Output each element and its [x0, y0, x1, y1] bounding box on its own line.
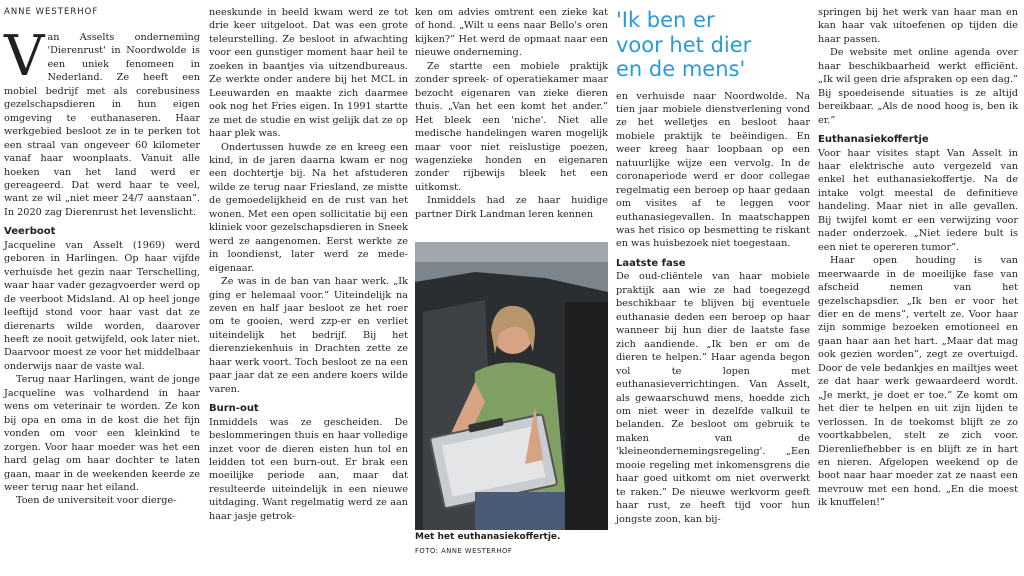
subheading-veerboot: Veerboot: [4, 226, 56, 238]
pull-quote: 'Ik ben er voor het dier en de mens': [616, 8, 752, 81]
photo-vet-with-case: [415, 242, 608, 530]
photo-credit: FOTO: ANNE WESTERHOF: [415, 547, 513, 555]
column-1: [4, 6, 200, 508]
paragraph: Inmiddels was ze gescheiden. De beslommeringen thuis en haar volledige inzet voor de dieren eisten hun tol en leidden tot een burn-out. Er brak een moeilijke periode aan, maar dat resulteerde uiteindelijk in een nieuwe uitdaging. Want regelmatig werd ze aan haar jasje getrok-: [209, 416, 408, 522]
paragraph: neeskunde in beeld kwam werd ze tot drie keer uitgeloot. Dat was een grote teleurstelling. Ze besloot in afwachting voor een gunstiger moment haar heil te zoeken in baantjes via uitzendbureaus. Ze werkte onder andere bij het MCL in Leeuwarden en maakte zich daarmee ook nog het Fries eigen. In 1991 startte ze met de studie en wist gelijk dat ze op haar plek was.: [209, 7, 408, 140]
paragraph: Ze was in de ban van haar werk. „Ik ging er helemaal voor.” Uiteindelijk na zeven en half jaar besloot ze het roer om te gooien, werd zzp-er en verliet uiteindelijk het bedrijf. Bij het dierenziekenhuis in Drachten zette ze haar werk voort. Toch besloot ze na een paar jaar dat ze een andere koers wilde varen.: [209, 276, 408, 395]
paragraph: ken om advies omtrent een zieke kat of hond. „Wilt u eens naar Bello's oren kijken?” Het werd de opmaat naar een nieuwe onderneming.: [415, 7, 608, 59]
drop-cap: V: [4, 24, 45, 89]
paragraph: Terug naar Harlingen, want de jonge Jacqueline was volhardend in haar wens om veterinair te worden. Ze kon bij opa en oma in de kost die het fijn vonden om voor een kleinkind te zorgen. Voor haar moeder was het een hard gelag om haar dochter te laten gaan, maar in de weekenden keerde ze weer terug naar het eiland.: [4, 374, 200, 493]
paragraph: Ondertussen huwde ze en kreeg een kind, in de jaren daarna kwam er nog een dochtertje bij. Na het afstuderen wilde ze terug naar Friesland, ze mistte de gemoedelijkheid en de rust van het wonen. Met een open sollicitatie bij een kliniek voor gezelschapsdieren in Sneek werd ze aangenomen. Eerst werkte ze in loondienst, later werd ze mede-eigenaar.: [209, 141, 408, 274]
subheading-laatste-fase: Laatste fase: [616, 257, 686, 269]
paragraph: en verhuisde naar Noordwolde. Na tien jaar mobiele dienstverlening vond ze het welletjes en besloot haar mobiele praktijk te beëindigen. En weer kreeg haar loopbaan op een natuurlijke wijze een vervolg. In de coronaperiode werd er door collegae regelmatig een beroep op haar gedaan om visites af te leggen voor euthanasiegevallen. In maatschappen was het risico op besmetting te riskant en was huisbezoek niet toegestaan.: [616, 90, 810, 250]
paragraph: Ze startte een mobiele praktijk zonder spreek- of operatiekamer maar bezocht eigenaren van zieke dieren thuis. „Van het een komt het ander.” Het bleek een 'niche'. Niet alle medische handelingen waren mogelijk maar voor niet reislustige poezen, wagenzieke honden en eigenaren zonder rijbewijs bleek het een uitkomst.: [415, 60, 608, 193]
paragraph: Inmiddels had ze haar huidige partner Dirk Landman leren kennen: [415, 195, 608, 220]
column-3: [415, 6, 608, 576]
subheading-burnout: Burn-out: [209, 403, 259, 415]
byline: ANNE WESTERHOF: [4, 7, 99, 17]
paragraph: De website met online agenda over haar beschikbaarheid werkt efficiënt. „Ik wil geen drie afspraken op een dag.” Bij spoedeisende situaties is ze altijd bereikbaar. „Als de nood hoog is, ben ik er.”: [818, 47, 1018, 126]
paragraph: springen bij het werk van haar man en kan haar vak uitoefenen op tijden die haar passen.: [818, 7, 1018, 45]
column-5: [818, 6, 1018, 510]
column-4: [616, 6, 810, 526]
photo-caption: Met het euthanasiekoffertje.: [415, 532, 561, 542]
paragraph: De oud-cliëntele van haar mobiele praktijk aan wie ze had toegezegd beschikbaar te blijven bij eventuele euthanasie deden een beroep op haar wanneer bij hun dier de laatste fase zich aandiende. „Ik ben er om de dieren te helpen.” Haar agenda begon vol te lopen met euthanasieverrichtingen. Van Asselt, als gewaarschuwd mens, hoedde zich om niet weer in dezelfde valkuil te belanden. Ze besloot om gebruik te maken van de 'kleineondernemingsregeling'. „Een mooie regeling met inkomensgrens die haar goed uitkomt om niet overwerkt te raken.” De nieuwe werkvorm geeft haar rust, ze heeft tijd voor hun jongste zoon, kan bij-: [616, 271, 810, 525]
paragraph: Voor haar visites stapt Van Asselt in haar elektrische auto vergezeld van enkel het euthanasiekoffertje. Na de intake volgt meestal de definitieve handeling. Maar niet in alle gevallen. Bij twijfel komt er een verwijzing voor nader onderzoek. „Niet iedere bult is een niet te opereren tumor”.: [818, 147, 1018, 253]
subheading-euthanasiekoffertje: Euthanasiekoffertje: [818, 134, 929, 146]
intro-paragraph: Van Asselts onderneming 'Dierenrust' in Noordwolde is een uniek fenomeen in Nederland. Ze heeft een mobiel bedrijf met als corebusiness gezelschapsdieren in hun eigen omgeving te euthanaseren. Haar werkgebied besloot ze in te perken tot een straal van ongeveer 60 kilometer vanaf haar woonplaats. Vanuit alle hoeken van het land werd er gereageerd. Dat werd haar te veel, want ze wil „niet meer 24/7 aanstaan”. In 2020 zag Dierenrust het levenslicht.: [4, 24, 200, 218]
column-2: [209, 6, 408, 523]
photo-illustration: [415, 242, 608, 530]
paragraph: Haar open houding is van meerwaarde in de moeilijke fase van afscheid nemen van het gezelschapsdier. „Ik ben er voor het dier en de mens”, vertelt ze. Voor haar zijn sommige bezoeken emotioneel en gaan haar aan het hart. „Maar dat mag ook gezien worden”, zegt ze overtuigd. Door de vele bedankjes en mailtjes weet ze dat haar werk gewaardeerd wordt. „Je merkt, je doet er toe.” Ze komt om het dier te helpen en uit zijn lijden te verlossen. In de toekomst blijft ze zo voortkabbelen, stelt ze zich voor. Dierenliefhebber is en blijft ze in hart en nieren. Afgelopen weekend op de boot naar haar moeder zat ze naast een mevrouw met een hond. „En die moest ik knuffelen!”: [818, 255, 1018, 509]
paragraph: Toen de universiteit voor dierge-: [16, 495, 177, 507]
paragraph: Jacqueline van Asselt (1969) werd geboren in Harlingen. Op haar vijfde verhuisde het gezin naar Terschelling, waar haar vader gezagvoerder werd op de veerboot Midsland. Al op heel jonge leeftijd stond voor haar vast dat ze dierenarts wilde worden, daarover heeft ze nooit getwijfeld, ook later niet. Daarvoor moest ze voor het middelbaar onderwijs naar de vaste wal.: [4, 239, 200, 372]
